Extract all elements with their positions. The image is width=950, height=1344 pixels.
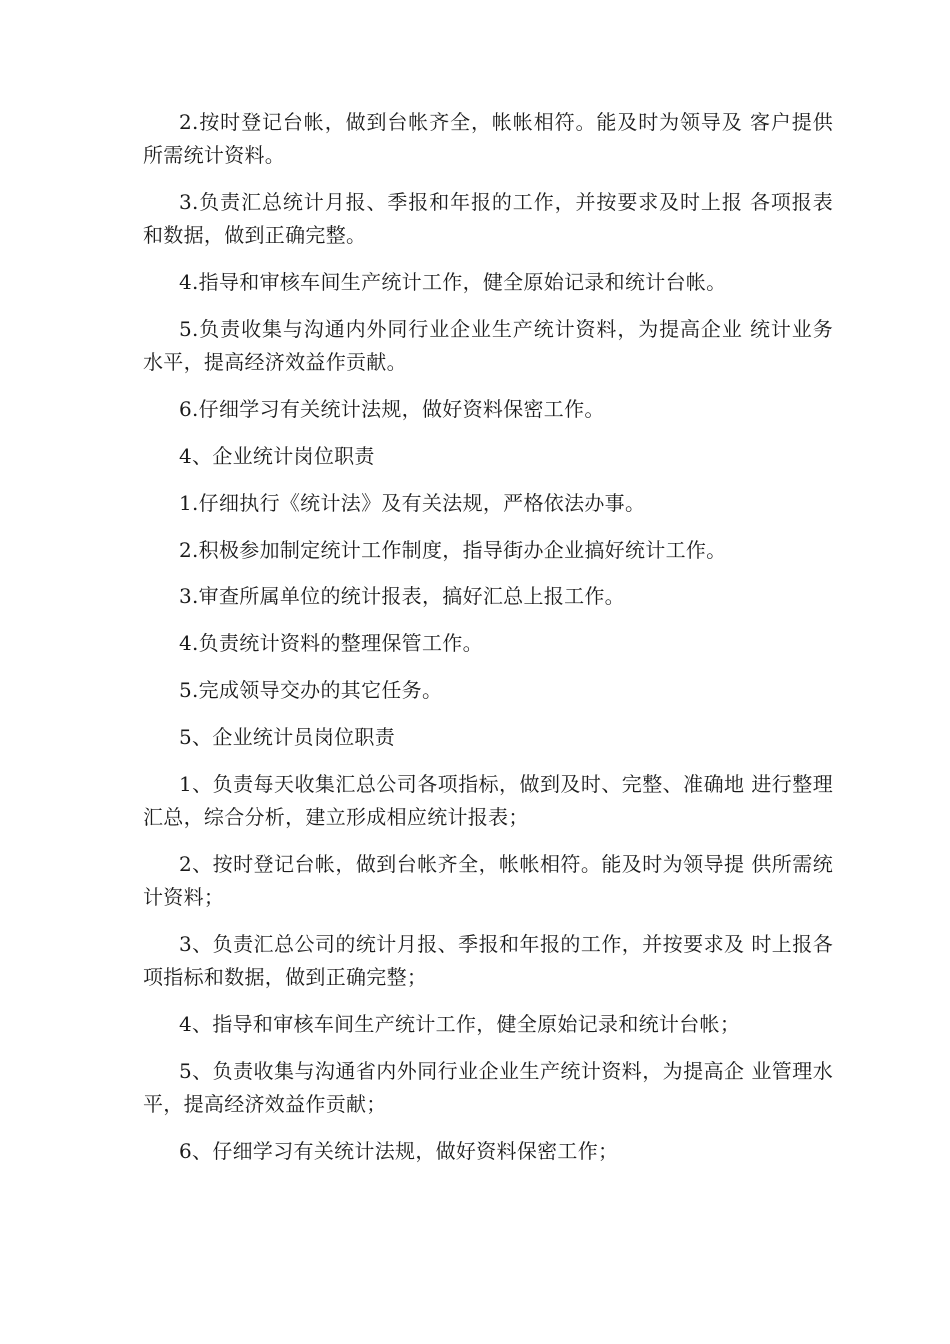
paragraph-confidentiality: 6.仔细学习有关统计法规，做好资料保密工作。 [179,397,605,421]
paragraph-daily-collection: 1、负责每天收集汇总公司各项指标，做到及时、完整、准确地 进行整理汇总，综合分析，建立形成相应统计报表； [143,772,833,829]
paragraph-ledger-records: 2、按时登记台帐，做到台帐齐全，帐帐相符。能及时为领导提 供所需统计资料； [143,852,833,909]
paragraph-provincial-data: 5、负责收集与沟通省内外同行业企业生产统计资料，为提高企 业管理水平，提高经济效益作贡献； [143,1059,833,1116]
paragraph-other-tasks: 5.完成领导交办的其它任务。 [179,678,443,702]
paragraph-work-system: 2.积极参加制定统计工作制度，指导街办企业搞好统计工作。 [179,538,727,562]
document-body [143,106,833,1182]
paragraph-statistics-law: 1.仔细执行《统计法》及有关法规，严格依法办事。 [179,491,646,515]
paragraph-company-reports: 3、负责汇总公司的统计月报、季报和年报的工作，并按要求及 时上报各项指标和数据，做到正确完整； [143,932,833,989]
paragraph-workshop-review: 4、指导和审核车间生产统计工作，健全原始记录和统计台帐； [179,1012,741,1036]
section-heading-statistician: 5、企业统计员岗位职责 [179,725,396,749]
paragraph-collect-industry-data: 5.负责收集与沟通内外同行业企业生产统计资料，为提高企业 统计业务水平，提高经济效益作贡献。 [143,317,833,374]
paragraph-archive-data: 4.负责统计资料的整理保管工作。 [179,631,483,655]
paragraph-summary-reports: 3.负责汇总统计月报、季报和年报的工作，并按要求及时上报 各项报表和数据，做到正确完整。 [143,190,833,247]
section-heading-enterprise-statistics: 4、企业统计岗位职责 [179,444,375,468]
paragraph-record-ledger: 2.按时登记台帐，做到台帐齐全，帐帐相符。能及时为领导及 客户提供所需统计资料。 [143,110,833,167]
paragraph-data-confidentiality: 6、仔细学习有关统计法规，做好资料保密工作； [179,1139,619,1163]
paragraph-review-reports: 3.审查所属单位的统计报表，搞好汇总上报工作。 [179,584,625,608]
paragraph-workshop-audit: 4.指导和审核车间生产统计工作，健全原始记录和统计台帐。 [179,270,727,294]
